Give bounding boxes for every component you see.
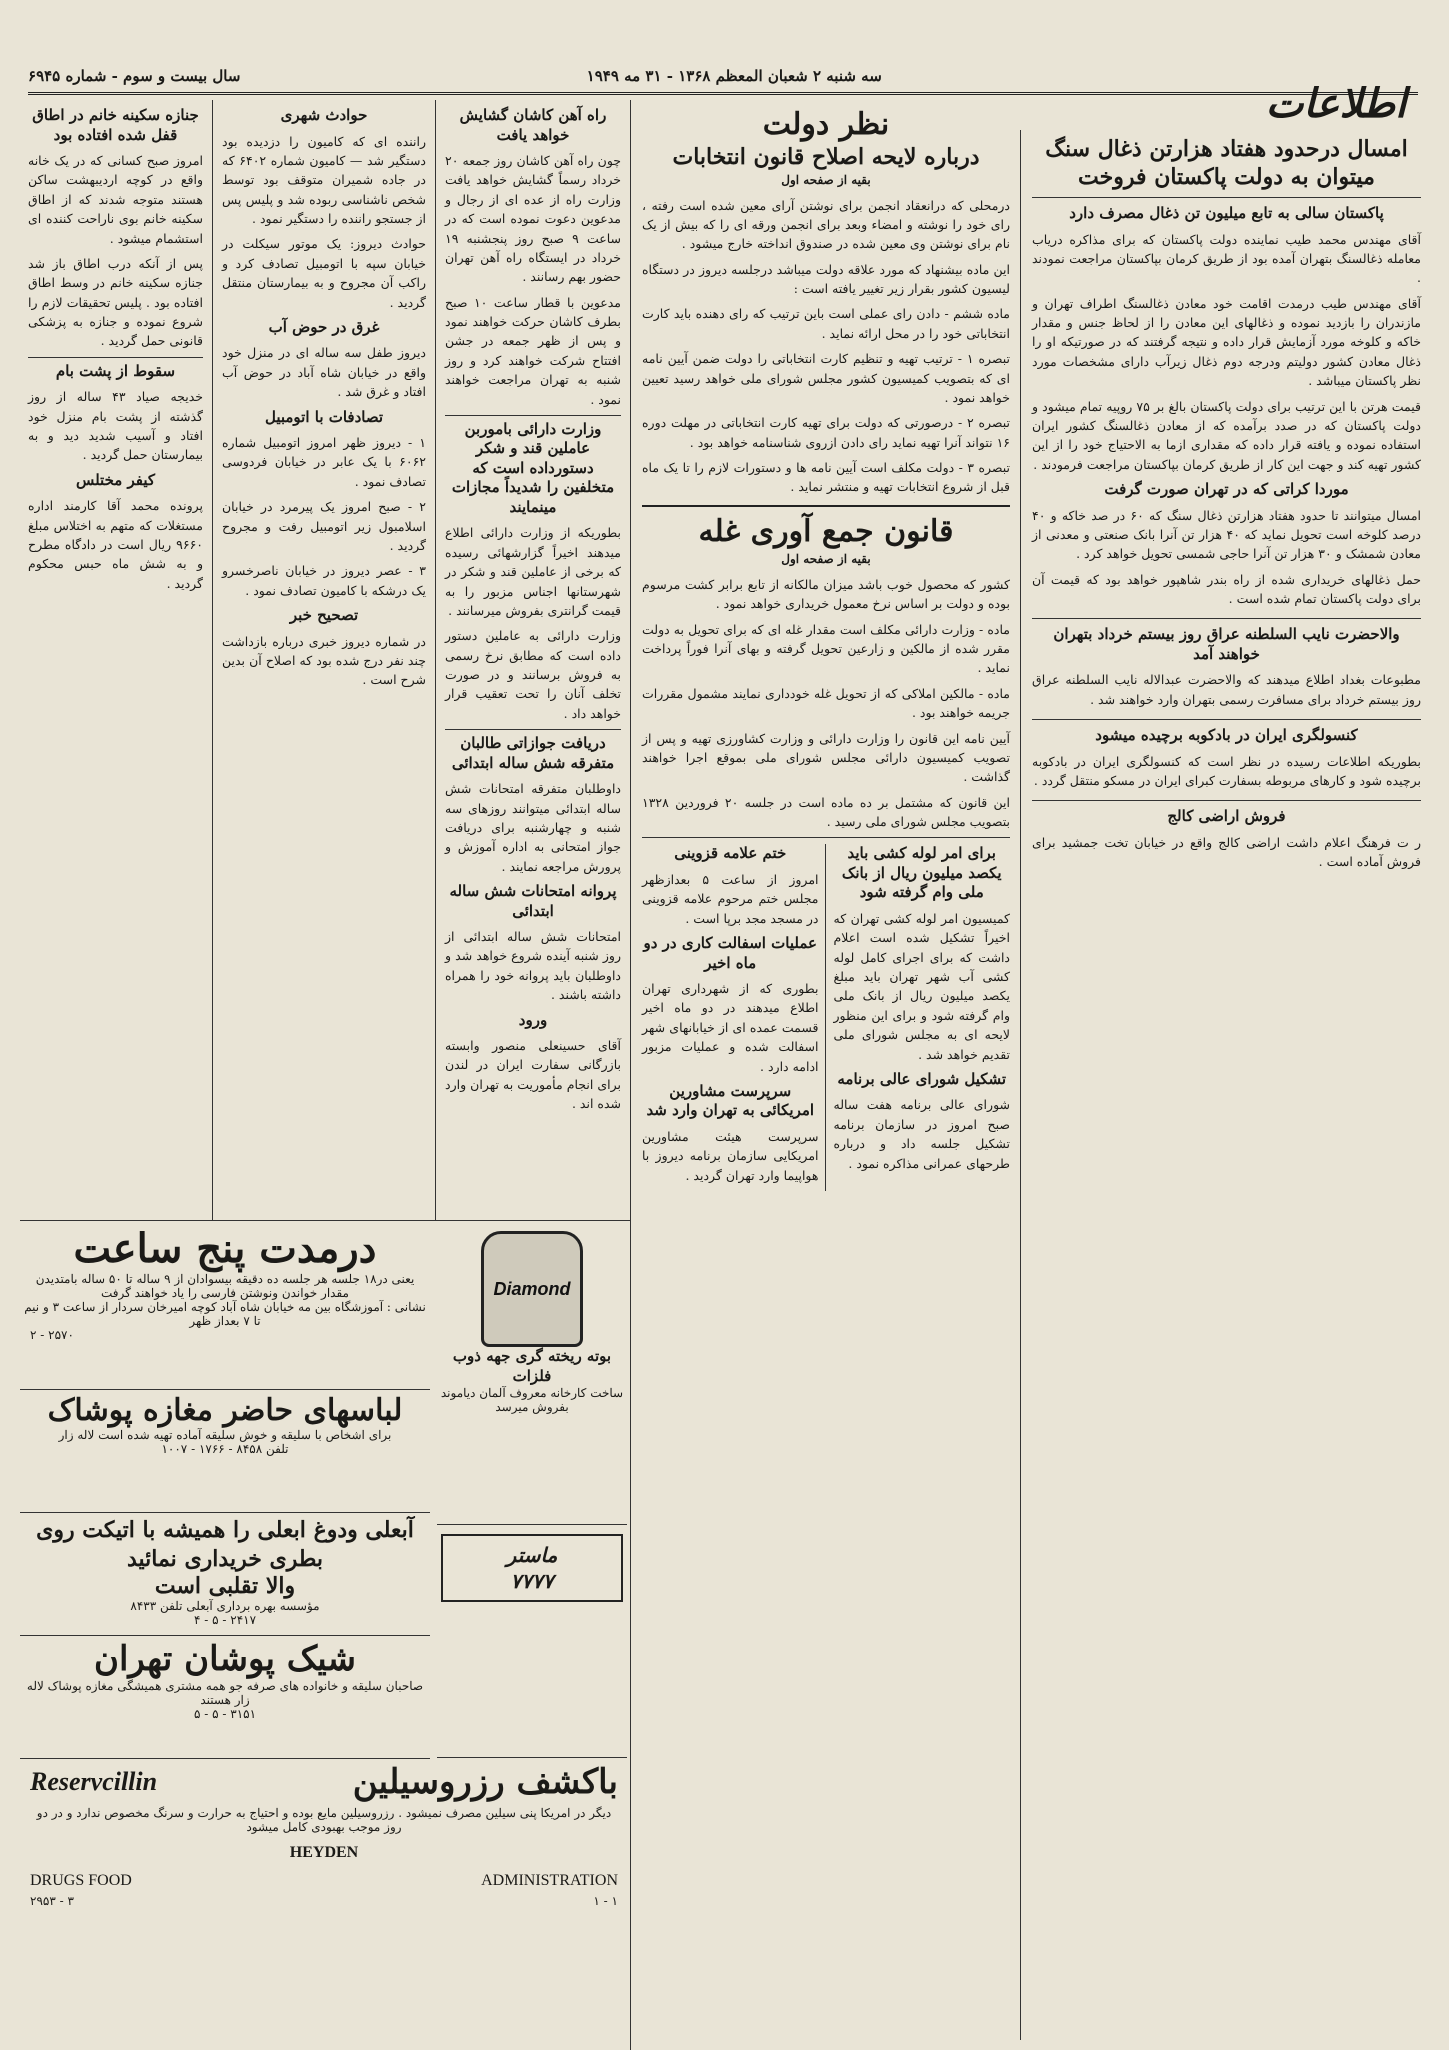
dateline: سه شنبه ۲ شعبان المعظم ۱۳۶۸ - ۳۱ مه ۱۹۴۹ [586,67,882,85]
ad-master-number: ۷۷۷۷ [510,1569,554,1593]
headline-railway: راه آهن کاشان گشایش خواهد یافت [459,106,607,144]
paragraph: مدعوین با قطار ساعت ۱۰ صبح بطرف کاشان حرکت خواهند نمود و پس از ظهر جمعه در جشن افتتاح شرکت خواهند کرد و روز شنبه به تهران مراجعت خواهند نمود . [445,294,621,407]
paragraph: آیین نامه این قانون را وزارت دارائی و وزارت کشاورزی تهیه و پس از تصویب کمیسیون دارائی مجلس شورای ملی بموقع اجرا خواهند گذاشت . [642,730,1010,785]
headline-advisors: سرپرست مشاورین امریکائی به تهران وارد شد [646,1081,815,1120]
subhead-election-law: درباره لایحه اصلاح قانون انتخابات [672,143,980,170]
ad-literacy-address: نشانی : آموزشگاه بین مه خیابان شاه آباد کوچه امیرخان سردار از ساعت ۳ و نیم تا ۷ بعداز ظهر [24,1300,426,1328]
ad-reservcillin-brand: Reservcillin [30,1767,158,1796]
paragraph: حوادث دیروز: یک موتور سیکلت در خیابان سپه با اتومبیل تصادف کرد و راکب آن مجروح و به بیمارستان منتقل گردید . [222,236,426,310]
headline-embezzler: کیفر مختلس [75,470,156,489]
paragraph: امروز از ساعت ۵ بعدازظهر مجلس ختم مرحوم علامه قزوینی در مسجد مجد برپا است . [642,871,819,926]
paragraph: ر ت فرهنگ اعلام داشت اراضی کالج واقع در خیابان تخت جمشید برای فروش آماده است . [1032,834,1421,870]
paragraph: داوطلبان متفرقه امتحانات شش ساله ابتدائی میتوانند روزهای سه شنبه و چهارشنبه برای دریافت جواز امتحانی به اداره آموزش و پرورش مراجعه نمایند . [445,781,621,874]
paragraph: ۳ - عصر دیروز در خیابان ناصرخسرو یک درشکه با کامیون تصادف نمود . [222,563,426,598]
ad-crucible-title: بوته ریخته گری جهه ذوب فلزات [452,1347,612,1385]
subhead-pakistan: پاکستان سالی به تابع میلیون تن ذغال مصرف دارد [1069,204,1384,222]
paragraph: مطبوعات بغداد اطلاع میدهند که والاحضرت عبدالاله نایب السلطنه عراق روز بیستم خرداد برای مسافرت رسمی بتهران وارد خواهند شد . [1032,672,1421,707]
headline-car-accidents: تصادفات با اتومبیل [264,407,384,426]
ad-clothes-title: لباسهای حاضر مغازه پوشاک [47,1393,403,1428]
headline-sugar-agents: وزارت دارائی باموربن عاملین قند و شکر دستورداده است که متخلفین را شدیداً مجازات مینمایند [445,415,621,518]
paragraph: این ماده بیشنهاد که مورد علاقه دولت میباشد درجلسه دیروز در دستگاه لیسیون کشور بقرار زیر تغییر یافته است : [642,261,1010,297]
paragraph: راننده ای که کامیون را دزدیده بود دستگیر شد — کامیون شماره ۶۴۰۲ که در جاده شمیران متوقف بود توسط شخص ناشناسی ربوده شد و پلیس پس از جستجو راننده را دستگیر نمود . [222,133,426,226]
column-rule [435,100,436,1220]
ad-clothes-text: برای اشخاص با سلیقه و خوش سلیقه آماده تهیه شده است لاله زار [58,1428,392,1442]
paragraph: حمل ذغالهای خریداری شده از راه بندر شاهپور خواهد بود که قیمت آن برای دولت پاکستان تمام شده است . [1032,571,1421,606]
ad-reservcillin-text: دیگر در امریکا پنی سیلین مصرف نمیشود . رزروسیلین مایع بوده و احتیاج به حرارت و سرنگ مخصوص ندارد و در دو روز موجب بهبودی کامل میشود [36,1806,612,1834]
ad-reservcillin [20,1762,628,2040]
newspaper-logo: اطلاعات [1265,79,1407,127]
column-rule [630,100,631,2050]
headline-pakistan: امسال درحدود هفتاد هزارتن ذغال سنگ میتوان به دولت پاکستان فروخت [1032,136,1421,198]
headline-drowning: غرق در حوض آب [268,317,380,336]
headline-grain-law: قانون جمع آوری غله [642,505,1010,551]
ad-reservcillin-drugs: DRUGS FOOD [30,1872,132,1889]
paragraph: بطوری که از شهرداری تهران اطلاع میدهند در دو ماه اخیر قسمت عمده ای از خیابانهای شهر اسفالت شده و عملیات مزبور ادامه دارد . [642,981,819,1074]
subhead-negotiations: موردا کراتی که در تهران صورت گرفت [1104,480,1349,498]
ads-rule [20,1220,630,1221]
diamond-logo: Diamond [481,1231,583,1347]
ad-clothes-tel: تلفن ۸۴۵۸ - ۱۷۶۶ - ۱۰۰۷ [161,1442,289,1456]
column-pakistan [1024,132,1429,2037]
paragraph: چون راه آهن کاشان روز جمعه ۲۰ خرداد رسماً گشایش خواهد یافت وزارت راه از عده ای از رجال و مدعوین دعوت نموده است که در ساعت ۹ صبح روز پنجشنبه ۱۹ خرداد در ایستگاه راه آهن تهران حضور بهم رسانند . [445,153,621,285]
paragraph: تبصره ۳ - دولت مکلف است آیین نامه ها و دستورات لازم را تا یک ماه قبل از شروع انتخابات تهیه و منتشر نماید . [642,460,1010,495]
headline-water-pipes: برای امر لوله کشی باید یکصد میلیون ریال از بانک ملی وام گرفته شود [841,844,1002,902]
paragraph: بطوریکه اطلاعات رسیده در نظر است که کنسولگری ایران در بادکوبه برچیده شود و کارهای مربوطه بسفارت کبرای ایران در مسکو منتقل گردد . [1032,753,1421,788]
headline-program-council: تشکیل شورای عالی برنامه [837,1069,1007,1088]
paragraph: ماده - وزارت دارائی مکلف است مقدار غله ای که برای تحویل به دولت مقرر شده از مالکین و زارعین تحویل گرفته و بهای آنرا فوراً پرداخت نماید . [642,621,1011,676]
continued-note: بقیه از صفحه اول [781,173,871,187]
column-burial [20,102,211,1217]
ad-reservcillin-code: ۲۹۵۳ - ۳ [30,1894,74,1908]
headline-arrival: ورود [518,1010,548,1029]
ad-abali-sub: والا تقلبی است [154,1573,296,1600]
paragraph: تبصره ۲ - درصورتی که دولت برای تهیه کارت انتخاباتی در مهلت دوره ۱۶ نتواند آنرا تهیه نماید رای دادن ازروی شناسنامه خواهد بود . [642,415,1010,450]
ad-diamond-crucible [437,1225,627,1525]
ad-reservcillin-maker: HEYDEN [289,1844,359,1861]
ad-abali-title: آبعلی ودوغ ابعلی را همیشه با اتیکت روی بطری خریداری نمائید [36,1517,414,1572]
paragraph: تبصره ۱ - ترتیب تهیه و تنظیم کارت انتخاباتی را دولت ضمن آیین نامه ای که بتصویب کمیسیون کشور مجلس شورای ملی خواهد رسید تعیین خواهد نمود . [642,351,1010,405]
paragraph: آقای مهندس طیب درمدت اقامت خود معادن ذغالسنگ اطراف تهران و مازندران را بازدید نموده و ذغالهای این معادن را از لحاظ جنس و مقدار خاکه و کلوخه مورد آزمایش قرار داده و نتیجه گرفتند که در صورتیکه او را ذغال معادن کشور دولیتم ودرجه دوم ذغال زیرآب دارای مشخصات مورد نظر پاکستان میباشد . [1032,295,1421,389]
paragraph: در شماره دیروز خبری درباره بازداشت چند نفر درج شده بود که اصلاح آن بدین شرح است . [222,633,426,688]
paragraph: امروز صبح کسانی که در یک خانه واقع در کوچه اردیبهشت ساکن هستند متوجه شدند که از اطاق سکینه خانم بوی ناراحت کننده ای استشمام میشود . [28,153,203,246]
paragraph: امسال میتوانند تا حدود هفتاد هزارتن ذغال سنگ که ۶۰ در صد خاکه و ۴۰ درصد کلوخه است تحویل نماید که ۴۰ هزار تن آنرا بانک صنعتی و معدنی از معادن شمشک و ۳۰ هزار تن آنرا حاجی شمسی تحویل خواهد کرد . [1032,507,1421,562]
ad-literacy-text: یعنی در۱۸ جلسه هر جلسه ده دقیقه بیسوادان از ۹ ساله تا ۵۰ ساله بامتدیدن مقدار خواندن ونوشتن فارسی را یاد خواهند گرفت [35,1272,415,1300]
paragraph: پس از آنکه درب اطاق باز شد جنازه سکینه خانم در وسط اطاق افتاده بود . پلیس تحقیقات لازم را شروع نموده و جنازه به پزشکی قانونی حمل گردید . [28,255,203,349]
headline-ghazvini: ختم علامه قزوینی [674,844,787,863]
ad-literacy-title: درمدت پنج ساعت [73,1225,377,1272]
headline-city-events: حوادث شهری [280,106,368,124]
ad-abali-code: ۲۴۱۷ - ۵ - ۴ [193,1613,257,1628]
paragraph: کمیسیون امر لوله کشی تهران که اخیراً تشکیل شده است اعلام داشت که برای اجرای کامل لوله کشی آب شهر تهران باید مبلغ یکصد میلیون ریال از بانک ملی وام گرفته شود و برای این منظور لایحه ای به مجلس شورای ملی تقدیم خواهد شد . [833,910,1010,1062]
paragraph: ۱ - دیروز ظهر امروز اتومبیل شماره ۶۰۶۲ با یک عابر در خیابان فردوسی تصادف نمود . [222,435,426,489]
ad-tehran-title: شیک پوشان تهران [93,1639,356,1679]
paragraph: قیمت هرتن با این ترتیب برای دولت پاکستان بالغ بر ۷۵ روپیه تمام میشود و دولت پاکستان که در صدد برآمده که از معادن ذغالسنگ کشور ایران استفاده نموده و یافته قرار داده که مقداری ازما به الاحتیاج خود را از این کشور تهیه کند و جهت این کار از طریق کرمان بپاکستان مراجعت فرمودند . [1032,398,1421,472]
column-rule [212,100,213,1220]
masthead-strip [28,60,1418,95]
paragraph: آقای حسینعلی منصور وابسته بازرگانی سفارت ایران در لندن برای انجام مأموریت به تهران وارد شده اند . [445,1038,621,1112]
headline-asphalt: عملیات اسفالت کاری در دو ماه اخیر [643,934,817,972]
ad-literacy [20,1225,430,1390]
ad-abali [20,1516,430,1636]
column-rail [437,102,629,1217]
volume-number: سال بیست و سوم - شماره ۶۹۴۵ [28,67,241,85]
headline-exams: پروانه امتحانات شش ساله ابتدائی [449,882,617,920]
ad-master [437,1528,627,1758]
headline-correction: تصحیح خبر [289,606,359,624]
paragraph: کشور که محصول خوب باشد میزان مالکانه از تابع برابر کشت مرسوم بوده و دولت بر اساس نرخ معمول خریداری خواهد نمود . [642,576,1010,612]
paragraph: شورای عالی برنامه هفت ساله صبح امروز در سازمان برنامه تشکیل جلسه داد و درباره طرحهای عمرانی مذاکره نمود . [833,1097,1010,1171]
ad-tehran-text: صاحبان سلیقه و خانواده های صرفه جو همه مشتری همیشگی مغازه پوشاک لاله زار هستند [26,1679,424,1707]
headline-consulate: کنسولگری ایران در بادکوبه برچیده میشود [1032,719,1421,746]
paragraph: وزارت دارائی به عاملین دستور داده است که مطابق نرخ رسمی به فروش برسانند و در صورت تخلف آنان را تحت تعقیب قرار خواهد داد . [445,628,621,721]
ad-reservcillin-codes [20,1890,628,1908]
headline-permits: دریافت جوازاتی طالبان متفرقه شش ساله ابتدائی [445,729,621,773]
paragraph: این قانون که مشتمل بر ده ماده است در جلسه ۲۰ فروردین ۱۳۲۸ بتصویب مجلس شورای ملی رسید . [642,794,1011,830]
paragraph: بطوریکه از وزارت دارائی اطلاع میدهند اخیراً گزارشهائی رسیده که برخی از عاملین قند و شکر در شهرستانها اجناس مزبور را به قیمت گرانتری بفروش میرسانند . [445,525,621,618]
ad-clothes [20,1393,430,1513]
ad-master-box [441,1534,623,1602]
paragraph: پرونده محمد آقا کارمند اداره مستغلات که متهم به اختلاس مبلغ ۹۶۶۰ ریال است در دادگاه مطرح و به شش ماه حبس محکوم گردید . [28,498,203,591]
paragraph: امتحانات شش ساله ابتدائی از روز شنبه آینده شروع خواهد شد و داوطلبان باید پروانه خود را همراه داشته باشند . [445,929,621,1003]
ad-abali-tel: مؤسسه بهره برداری آبعلی تلفن ۸۴۳۳ [130,1599,320,1614]
ad-reservcillin-code2: ۱ - ۱ [593,1894,618,1908]
paragraph: سرپرست هیئت مشاورین امریکایی سازمان برنامه دیروز با هواپیما وارد تهران گردید . [642,1128,819,1183]
paragraph: ماده ششم - دادن رای عملی است باین ترتیب که رای دهنده باید کارت انتخاباتی خود را در محل ارائه نماید . [642,306,1010,341]
ad-reservcillin-footer [20,1862,628,1890]
headline-iraq-regent: والاحضرت نایب السلطنه عراق روز بیستم خرداد بتهران خواهند آمد [1032,618,1421,664]
column-rule [1020,130,1021,2040]
ad-tehran-clothes [20,1639,430,1759]
ad-reservcillin-header [20,1762,628,1802]
ad-literacy-tel: ۲۵۷۰ - ۲ [30,1328,74,1342]
paragraph: آقای مهندس محمد طیب نماینده دولت پاکستان که برای مذاکره دریاب معامله ذغالسنگ بتهران آمده بود از طریق کرمان بپاکستان مراجعت نمودند . [1032,231,1421,286]
continued-note: بقیه از صفحه اول [781,552,871,567]
paragraph: ۲ - صبح امروز یک پیرمرد در خیابان اسلامبول زیر اتومبیل رفت و مجروح گردید . [222,499,426,553]
paragraph: خدیجه صیاد ۴۳ ساله از روز گذشته از پشت بام منزل خود افتاد و آسیب شدید دید و به بیمارستان حمل گردید . [28,389,203,463]
ad-master-title: ماستر [506,1543,558,1567]
headline-roof-fall: سقوط از پشت بام [28,357,203,382]
column-election [634,102,1018,2042]
story-ghazvini [642,844,826,1191]
ad-crucible-text: ساخت کارخانه معروف آلمان دیاموند بفروش میرسد [440,1386,624,1414]
headline-government-view: نظر دولت [762,107,890,142]
paragraph: ماده - مالکین املاکی که از تحویل غله خودداری نمایند مشمول مقررات جریمه خواهند بود . [642,685,1010,721]
ad-tehran-code: ۳۱۵۱ - ۵ - ۵ [193,1707,257,1721]
paragraph: دیروز طفل سه ساله ای در منزل خود واقع در خیابان شاه آباد در حوض آب افتاد و غرق شد . [222,345,426,400]
headline-college-land: فروش اراضی کالج [1032,800,1421,827]
story-water-pipes [834,844,1011,1191]
paragraph: درمحلی که درانعقاد انجمن برای نوشتن آرای معین شده است رفته ، رای خود را نوشته و امضاء وبعد برای انجمن ورقه ای را که بیش از یک نام برای نوشتن وی معین شده در صندوق انداخته خارج میشود . [642,197,1010,252]
column-city [214,102,434,1217]
sub-stories [642,837,1010,1191]
headline-sakineh: جنازه سکینه خانم در اطاق قفل شده افتاده بود [32,106,199,144]
ad-reservcillin-admin: ADMINISTRATION [481,1872,618,1889]
ad-reservcillin-headline: باکشف رزروسیلین [352,1762,618,1802]
